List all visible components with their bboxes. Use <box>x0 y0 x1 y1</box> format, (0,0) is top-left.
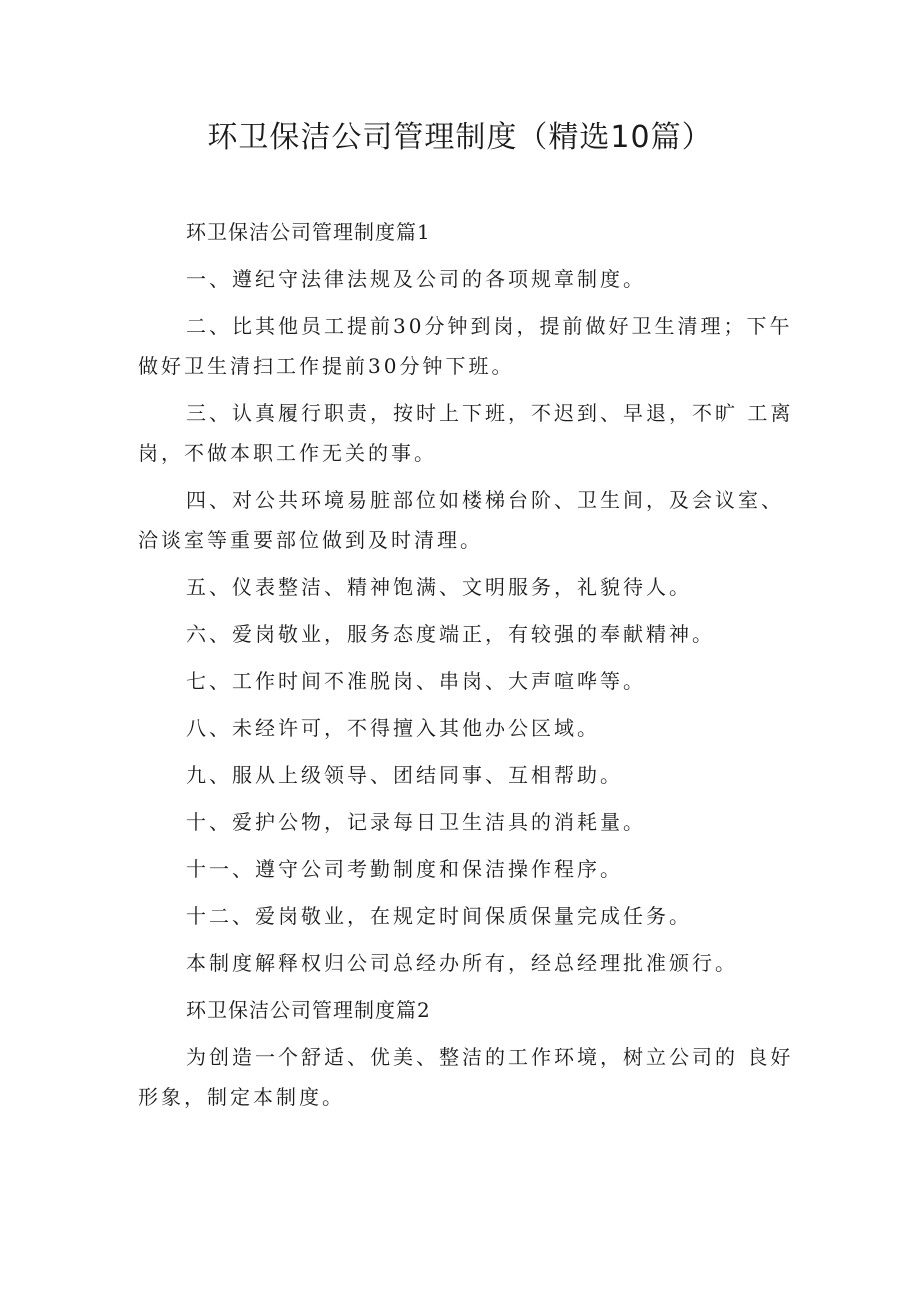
rule-item: 七、工作时间不准脱岗、串岗、大声喧哗等。 <box>186 669 646 693</box>
rule-item: 十、爱护公物，记录每日卫生洁具的消耗量。 <box>186 810 646 834</box>
document-body <box>138 212 798 1117</box>
rule-item: 八、未经许可，不得擅入其他办公区域。 <box>186 716 600 740</box>
rule-item: 六、爱岗敬业，服务态度端正，有较强的奉献精神。 <box>186 622 715 646</box>
rule-item: 四、对公共环境易脏部位如楼梯台阶、卫生间，及会议室、洽谈室等重要部位做到及时清理。 <box>138 488 784 552</box>
rule-item: 二、比其他员工提前30分钟到岗，提前做好卫生清理；下午做好卫生清扫工作提前30分钟下班。 <box>138 314 793 378</box>
document-title: 环卫保洁公司管理制度（精选10篇） <box>207 120 713 155</box>
intro-paragraph: 为创造一个舒适、优美、整洁的工作环境，树立公司的 良好形象，制定本制度。 <box>138 1045 794 1109</box>
rule-item: 十二、爱岗敬业，在规定时间保质保量完成任务。 <box>186 904 692 928</box>
section-heading: 环卫保洁公司管理制度篇2 <box>186 998 431 1022</box>
rule-item: 三、认真履行职责，按时上下班，不迟到、早退，不旷 工离岗，不做本职工作无关的事。 <box>138 401 794 465</box>
rule-item: 十一、遵守公司考勤制度和保洁操作程序。 <box>186 857 623 881</box>
rule-item: 五、仪表整洁、精神饱满、文明服务，礼貌待人。 <box>186 575 692 599</box>
section-heading: 环卫保洁公司管理制度篇1 <box>186 220 431 244</box>
rule-item: 九、服从上级领导、团结同事、互相帮助。 <box>186 763 623 787</box>
closing-statement: 本制度解释权归公司总经办所有，经总经理批准颁行。 <box>186 951 738 975</box>
rule-item: 一、遵纪守法律法规及公司的各项规章制度。 <box>186 267 646 291</box>
